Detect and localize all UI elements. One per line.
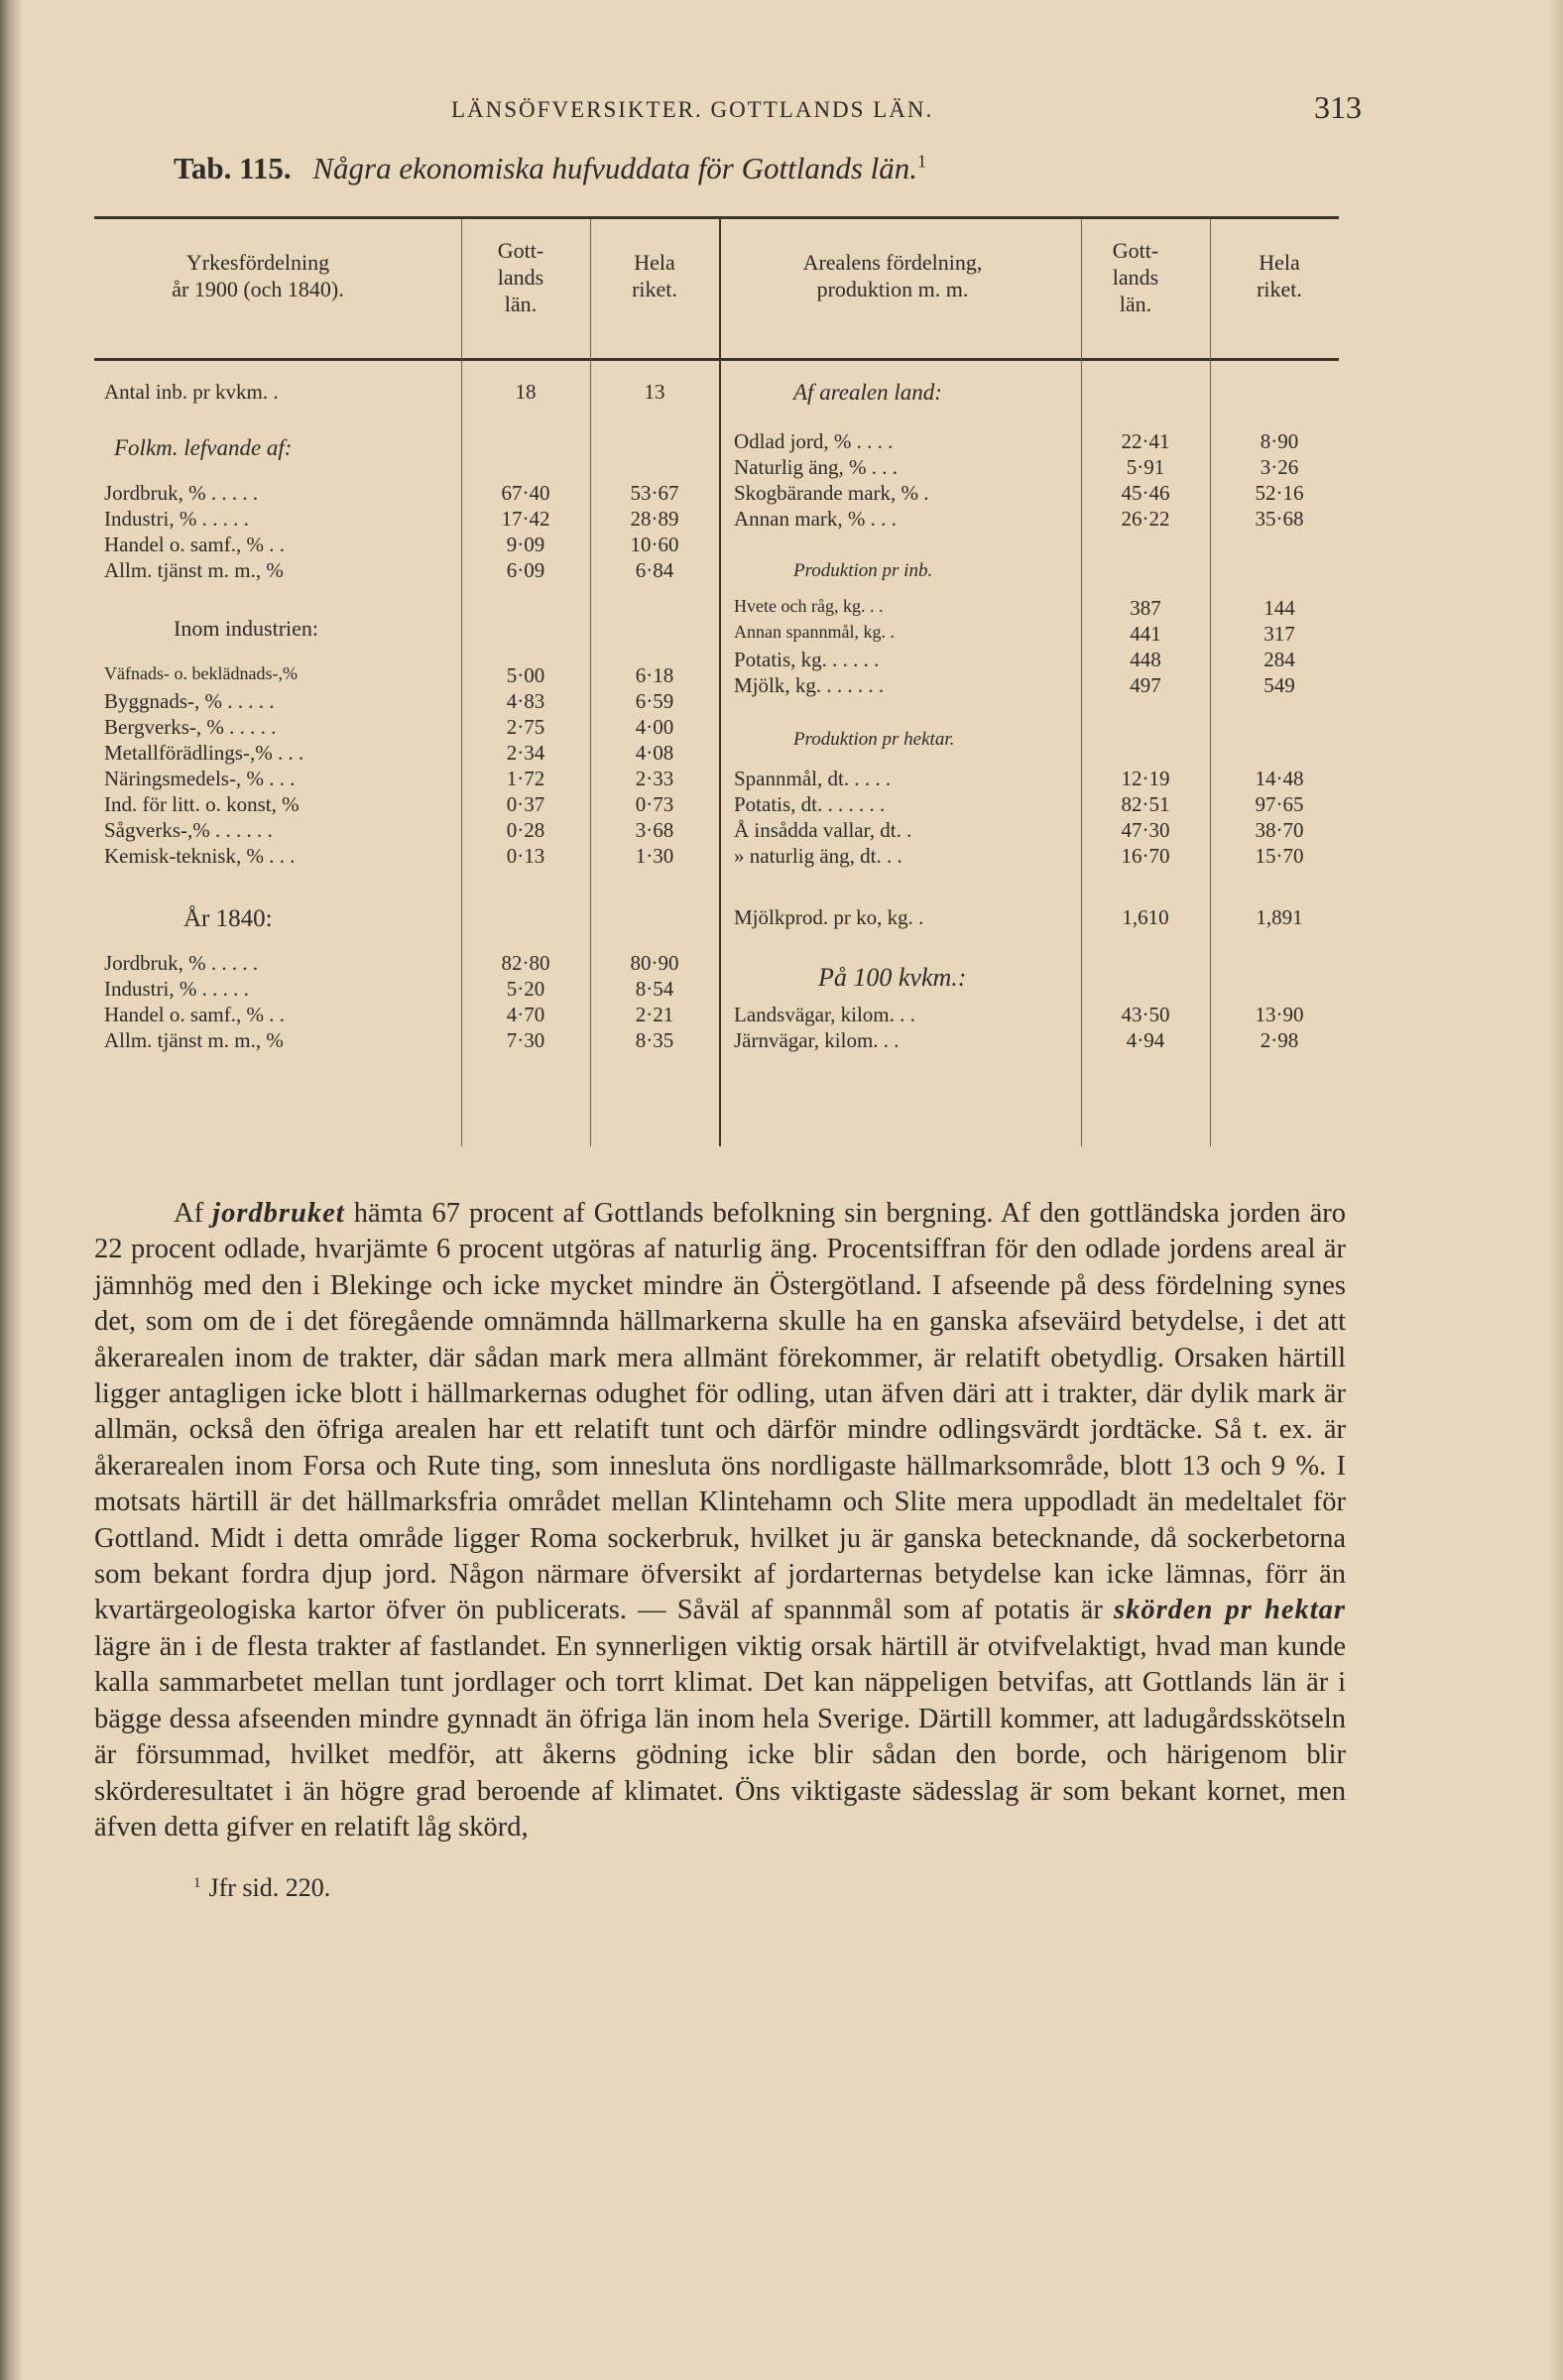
cell-value: 4·70 [506, 1003, 545, 1026]
cell-value: 97·65 [1255, 792, 1304, 816]
cell-value: 18 [515, 380, 537, 404]
header-gottland-right: Gott- lands län. [1112, 238, 1159, 316]
row-label: Antal inb. pr kvkm. . [104, 380, 279, 404]
column-rule [461, 219, 462, 1146]
column-rule [1210, 219, 1211, 1146]
table-caption: Några ekonomiska hufvuddata för Gottlands län. [312, 151, 918, 185]
section-heading: Folkm. lefvande af: [114, 435, 293, 460]
cell-value: 448 [1130, 648, 1161, 671]
row-label: » naturlig äng, dt. . . [734, 844, 902, 868]
cell-value: 0·28 [506, 818, 545, 842]
section-heading: Af arealen land: [793, 380, 942, 405]
cell-value: 22·41 [1121, 429, 1170, 453]
cell-value: 0·73 [635, 792, 674, 816]
cell-value: 2·33 [635, 767, 674, 790]
cell-value: 7·30 [506, 1028, 545, 1052]
row-label: Potatis, dt. . . . . . . [734, 792, 886, 816]
cell-value: 43·50 [1121, 1003, 1170, 1026]
cell-value: 52·16 [1255, 481, 1304, 505]
cell-value: 47·30 [1121, 818, 1170, 842]
cell-value: 441 [1130, 622, 1161, 646]
cell-value: 67·40 [501, 481, 550, 505]
section-heading: På 100 kvkm.: [818, 963, 967, 992]
row-label: Byggnads-, % . . . . . [104, 689, 275, 713]
cell-value: 4·83 [506, 689, 545, 713]
row-label: Ind. för litt. o. konst, % [104, 792, 300, 816]
row-label: Odlad jord, % . . . . [734, 429, 894, 453]
cell-value: 1·30 [635, 844, 674, 868]
row-label: Kemisk-teknisk, % . . . [104, 844, 296, 868]
row-label: Handel o. samf., % . . [104, 533, 285, 556]
row-label: Väfnads- o. beklädnads-,% [104, 663, 298, 683]
cell-value: 35·68 [1255, 507, 1304, 531]
row-label: Mjölkprod. pr ko, kg. . [734, 905, 924, 929]
cell-value: 284 [1263, 648, 1295, 671]
cell-value: 17·42 [501, 507, 550, 531]
running-head [94, 79, 1362, 129]
paragraph: Af jordbruket hämta 67 procent af Gottlands befolkning sin bergning. Af den gottländska jorden äro 22 procent odlade, hvarjämte 6 procent utgöras af naturlig äng. Procentsiffran för den odlade jordens areal är jämnhög med den i Blekinge och icke mycket mindre än Östergötland. I afseende på dess fördelning synes det, som om de i det föregående omnämnda hällmarkerna skulle ha en ganska afseväird betydelse, i det att åkerarealen inom de trakter, där sådan mark mera allmänt förekommer, är relatift obetydlig. Orsaken härtill ligger antagligen icke blott i hällmarkernas odughet för odling, utan äfven däri att i trakter, där dylik mark är allmän, också den öfriga arealen har ett relatift tunt och därför mindre odlingsvärdt jordtäcke. Så t. ex. är åkerarealen inom Forsa och Rute ting, som innesluta öns nordligaste hällmarksområde, blott 13 och 9 %. I motsats härtill är det hällmarksfria området mellan Klintehamn och Slite mera uppodladt än medeltalet för Gottland. Midt i detta område ligger Roma sockerbruk, hvilket ju är ganska betecknande, då sockerbetorna som bekant fordra djup jord. Någon närmare öfversikt af jordarternas betydelse kan icke lämnas, förr än kvartärgeologiska kartor öfver ön publicerats. — Såväl af spannmål som af potatis är skörden pr hektar lägre än i de flesta trakter af fastlandet. En synnerligen viktig orsak härtill är otvifvelaktigt, hvad man kunde kalla sammarbetet mellan tunt jordlager och torrt klimat. Det kan näppeligen betvifas, att Gottlands län är i bägge dessa afseenden mindre gynnadt än öfriga län inom hela Sverige. Därtill kommer, att ladugårdsskötseln är försummad, hvilket medför, att åkerns gödning icke blir sådan den borde, och härigenom blir skörderesultatet i än högre grad beroende af klimatet. Öns viktigaste sädesslag är som bekant kornet, men äfven detta gifver en relatift låg skörd, [94, 1198, 1347, 1843]
cell-value: 45·46 [1121, 481, 1170, 505]
cell-value: 8·35 [635, 1028, 674, 1052]
cell-value: 26·22 [1121, 507, 1170, 531]
header-gottland-left: Gott- lands län. [497, 238, 544, 316]
table-title [174, 151, 1354, 186]
header-riket-left: Hela riket. [632, 250, 677, 301]
emphasis: skörden pr hektar [1113, 1595, 1346, 1626]
row-label: Å insådda vallar, dt. . [734, 818, 912, 842]
cell-value: 497 [1130, 673, 1161, 697]
cell-value: 28·89 [630, 507, 679, 531]
cell-value: 1,891 [1256, 905, 1303, 929]
cell-value: 5·00 [506, 663, 545, 687]
row-label: Jordbruk, % . . . . . [104, 951, 259, 975]
running-title: LÄNSÖFVERSIKTER. GOTTLANDS LÄN. [451, 97, 934, 122]
center-rule [719, 219, 721, 1146]
header-yrkesfordelning: Yrkesfördelning år 1900 (och 1840). [172, 250, 344, 301]
cell-value: 387 [1130, 596, 1161, 620]
row-label: Hvete och råg, kg. . . [734, 596, 884, 616]
cell-value: 6·18 [635, 663, 674, 687]
cell-value: 4·00 [635, 715, 674, 739]
row-label: Handel o. samf., % . . [104, 1003, 285, 1026]
cell-value: 8·54 [635, 977, 674, 1001]
cell-value: 13 [644, 380, 665, 404]
cell-value: 82·51 [1121, 792, 1170, 816]
cell-value: 549 [1263, 673, 1295, 697]
footnote [193, 1873, 1354, 1903]
cell-value: 6·09 [506, 558, 545, 582]
row-label: Landsvägar, kilom. . . [734, 1003, 915, 1026]
header-riket-right: Hela riket. [1257, 250, 1302, 301]
footnote-number: 1 [193, 1874, 201, 1891]
cell-value: 10·60 [630, 533, 679, 556]
cell-value: 317 [1263, 622, 1295, 646]
row-label: Allm. tjänst m. m., % [104, 1028, 284, 1052]
cell-value: 80·90 [630, 951, 679, 975]
cell-value: 3·26 [1260, 455, 1299, 479]
cell-value: 2·98 [1260, 1028, 1299, 1052]
cell-value: 1,610 [1122, 905, 1169, 929]
cell-value: 53·67 [630, 481, 679, 505]
row-label: Metallförädlings-,% . . . [104, 741, 304, 765]
row-label: Mjölk, kg. . . . . . . [734, 673, 885, 697]
section-heading: Produktion pr hektar. [793, 729, 955, 750]
row-label: Naturlig äng, % . . . [734, 455, 899, 479]
row-label: Spannmål, dt. . . . . [734, 767, 892, 790]
column-rule [590, 219, 591, 1146]
cell-value: 0·37 [506, 792, 545, 816]
cell-value: 13·90 [1255, 1003, 1304, 1026]
page-number: 313 [1314, 89, 1362, 125]
row-label: Industri, % . . . . . [104, 977, 249, 1001]
row-label: Sågverks-,% . . . . . . [104, 818, 273, 842]
row-label: Annan mark, % . . . [734, 507, 897, 531]
cell-value: 2·75 [506, 715, 545, 739]
row-label: Annan spannmål, kg. . [734, 622, 895, 642]
cell-value: 5·20 [506, 977, 545, 1001]
row-label: Potatis, kg. . . . . . [734, 648, 880, 671]
cell-value: 82·80 [501, 951, 550, 975]
cell-value: 4·94 [1126, 1028, 1165, 1052]
book-page [94, 79, 1362, 1903]
body-text [94, 1196, 1346, 1845]
emphasis: jordbruket [212, 1198, 345, 1229]
cell-value: 6·59 [635, 689, 674, 713]
section-heading: Produktion pr inb. [793, 560, 933, 581]
cell-value: 15·70 [1255, 844, 1304, 868]
cell-value: 5·91 [1126, 455, 1165, 479]
cell-value: 0·13 [506, 844, 545, 868]
cell-value: 12·19 [1121, 767, 1170, 790]
row-label: Allm. tjänst m. m., % [104, 558, 284, 582]
cell-value: 3·68 [635, 818, 674, 842]
cell-value: 1·72 [506, 767, 545, 790]
cell-value: 8·90 [1260, 429, 1299, 453]
cell-value: 144 [1263, 596, 1295, 620]
header-arealens: Arealens fördelning, produktion m. m. [802, 250, 983, 301]
row-label: Bergverks-, % . . . . . [104, 715, 277, 739]
row-label: Skogbärande mark, % . [734, 481, 929, 505]
column-rule [1081, 219, 1082, 1146]
cell-value: 2·34 [506, 741, 545, 765]
row-label: Industri, % . . . . . [104, 507, 249, 531]
footnote-text: Jfr sid. 220. [208, 1873, 331, 1903]
table-label: Tab. 115. [174, 151, 292, 185]
cell-value: 14·48 [1255, 767, 1304, 790]
table-header [94, 219, 1339, 361]
cell-value: 2·21 [635, 1003, 674, 1026]
cell-value: 4·08 [635, 741, 674, 765]
section-heading: År 1840: [183, 905, 273, 932]
row-label: Näringsmedels-, % . . . [104, 767, 296, 790]
statistics-table [94, 216, 1339, 1146]
scan-edge-left [0, 0, 22, 2380]
cell-value: 16·70 [1121, 844, 1170, 868]
row-label: Järnvägar, kilom. . . [734, 1028, 900, 1052]
row-label: Jordbruk, % . . . . . [104, 481, 259, 505]
scan-edge-right [1549, 0, 1563, 2380]
cell-value: 38·70 [1255, 818, 1304, 842]
section-heading: Inom industrien: [174, 616, 319, 641]
cell-value: 9·09 [506, 533, 545, 556]
cell-value: 6·84 [635, 558, 674, 582]
footnote-marker: 1 [917, 151, 927, 172]
